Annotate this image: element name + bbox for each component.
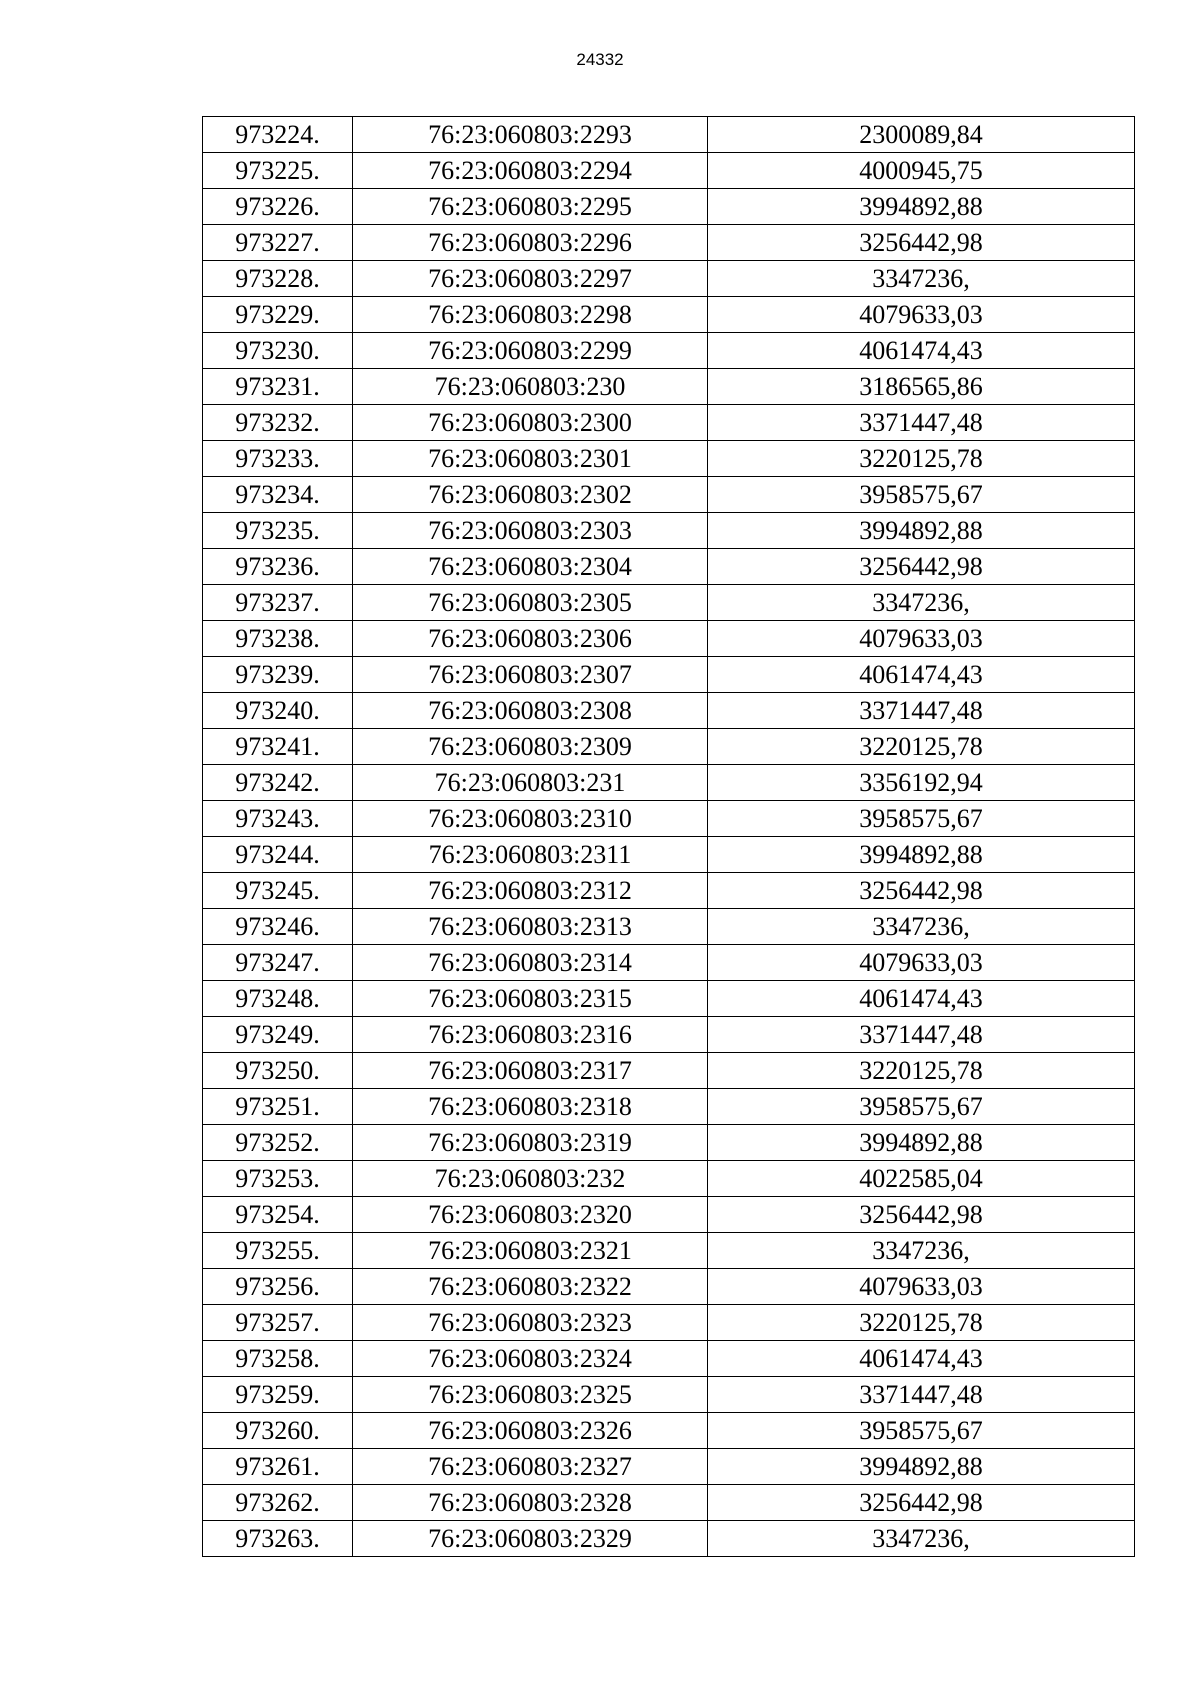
table-row: [203, 441, 1135, 477]
cadastral-number-cell: 76:23:060803:2294: [353, 153, 708, 189]
row-number-cell: 973249.: [203, 1017, 353, 1053]
row-number-cell: 973251.: [203, 1089, 353, 1125]
row-number-cell: 973237.: [203, 585, 353, 621]
table-body: [203, 117, 1135, 1557]
row-number-cell: 973232.: [203, 405, 353, 441]
cadastral-value-cell: 3958575,67: [708, 477, 1135, 513]
cadastral-value-cell: 4061474,43: [708, 333, 1135, 369]
row-number-cell: 973248.: [203, 981, 353, 1017]
cadastral-number-cell: 76:23:060803:2315: [353, 981, 708, 1017]
cadastral-number-cell: 76:23:060803:2319: [353, 1125, 708, 1161]
cadastral-value-cell: 3356192,94: [708, 765, 1135, 801]
table-row: [203, 405, 1135, 441]
cadastral-number-cell: 76:23:060803:2295: [353, 189, 708, 225]
row-number-cell: 973250.: [203, 1053, 353, 1089]
cadastral-number-cell: 76:23:060803:2306: [353, 621, 708, 657]
cadastral-value-cell: 3994892,88: [708, 837, 1135, 873]
cadastral-value-cell: 3958575,67: [708, 1089, 1135, 1125]
cadastral-number-cell: 76:23:060803:2297: [353, 261, 708, 297]
cadastral-value-cell: 3347236,: [708, 1233, 1135, 1269]
cadastral-value-cell: 4000945,75: [708, 153, 1135, 189]
cadastral-value-cell: 3994892,88: [708, 1125, 1135, 1161]
row-number-cell: 973229.: [203, 297, 353, 333]
cadastral-number-cell: 76:23:060803:2298: [353, 297, 708, 333]
cadastral-value-cell: 4079633,03: [708, 1269, 1135, 1305]
table-row: [203, 801, 1135, 837]
cadastral-number-cell: 76:23:060803:2300: [353, 405, 708, 441]
row-number-cell: 973246.: [203, 909, 353, 945]
cadastral-value-cell: 3958575,67: [708, 801, 1135, 837]
table-row: [203, 585, 1135, 621]
table-row: [203, 1521, 1135, 1557]
cadastral-value-cell: 3220125,78: [708, 1053, 1135, 1089]
cadastral-value-cell: 3256442,98: [708, 225, 1135, 261]
cadastral-number-cell: 76:23:060803:231: [353, 765, 708, 801]
cadastral-value-cell: 3256442,98: [708, 873, 1135, 909]
table-row: [203, 1161, 1135, 1197]
cadastral-value-cell: 3371447,48: [708, 405, 1135, 441]
cadastral-value-table: [202, 116, 1135, 1557]
table-row: [203, 981, 1135, 1017]
table-row: [203, 1485, 1135, 1521]
table-row: [203, 513, 1135, 549]
row-number-cell: 973235.: [203, 513, 353, 549]
table-row: [203, 117, 1135, 153]
row-number-cell: 973253.: [203, 1161, 353, 1197]
row-number-cell: 973259.: [203, 1377, 353, 1413]
cadastral-value-cell: 3994892,88: [708, 1449, 1135, 1485]
row-number-cell: 973256.: [203, 1269, 353, 1305]
table-row: [203, 1125, 1135, 1161]
cadastral-number-cell: 76:23:060803:2303: [353, 513, 708, 549]
row-number-cell: 973236.: [203, 549, 353, 585]
row-number-cell: 973241.: [203, 729, 353, 765]
cadastral-value-cell: 3256442,98: [708, 1485, 1135, 1521]
cadastral-number-cell: 76:23:060803:2326: [353, 1413, 708, 1449]
cadastral-number-cell: 76:23:060803:2301: [353, 441, 708, 477]
row-number-cell: 973260.: [203, 1413, 353, 1449]
cadastral-value-cell: 4061474,43: [708, 981, 1135, 1017]
table-row: [203, 1017, 1135, 1053]
cadastral-number-cell: 76:23:060803:2313: [353, 909, 708, 945]
cadastral-number-cell: 76:23:060803:2318: [353, 1089, 708, 1125]
cadastral-number-cell: 76:23:060803:2309: [353, 729, 708, 765]
cadastral-value-cell: 3347236,: [708, 585, 1135, 621]
cadastral-number-cell: 76:23:060803:2323: [353, 1305, 708, 1341]
cadastral-value-cell: 3186565,86: [708, 369, 1135, 405]
row-number-cell: 973240.: [203, 693, 353, 729]
cadastral-value-cell: 4079633,03: [708, 297, 1135, 333]
table-row: [203, 873, 1135, 909]
row-number-cell: 973238.: [203, 621, 353, 657]
table-row: [203, 729, 1135, 765]
row-number-cell: 973254.: [203, 1197, 353, 1233]
cadastral-value-cell: 3371447,48: [708, 693, 1135, 729]
cadastral-value-cell: 3347236,: [708, 261, 1135, 297]
row-number-cell: 973245.: [203, 873, 353, 909]
table-row: [203, 945, 1135, 981]
cadastral-value-cell: 3371447,48: [708, 1377, 1135, 1413]
cadastral-number-cell: 76:23:060803:2305: [353, 585, 708, 621]
row-number-cell: 973239.: [203, 657, 353, 693]
row-number-cell: 973252.: [203, 1125, 353, 1161]
cadastral-value-cell: 3994892,88: [708, 513, 1135, 549]
table-row: [203, 153, 1135, 189]
table-row: [203, 225, 1135, 261]
cadastral-value-cell: 3347236,: [708, 909, 1135, 945]
table-row: [203, 1305, 1135, 1341]
row-number-cell: 973224.: [203, 117, 353, 153]
cadastral-value-cell: 3256442,98: [708, 549, 1135, 585]
row-number-cell: 973244.: [203, 837, 353, 873]
row-number-cell: 973263.: [203, 1521, 353, 1557]
cadastral-number-cell: 76:23:060803:2293: [353, 117, 708, 153]
row-number-cell: 973262.: [203, 1485, 353, 1521]
cadastral-value-cell: 4061474,43: [708, 1341, 1135, 1377]
table-row: [203, 261, 1135, 297]
cadastral-value-cell: 3220125,78: [708, 729, 1135, 765]
cadastral-number-cell: 76:23:060803:2307: [353, 657, 708, 693]
row-number-cell: 973234.: [203, 477, 353, 513]
table-row: [203, 1377, 1135, 1413]
row-number-cell: 973231.: [203, 369, 353, 405]
cadastral-value-cell: 3371447,48: [708, 1017, 1135, 1053]
table-row: [203, 297, 1135, 333]
cadastral-number-cell: 76:23:060803:2312: [353, 873, 708, 909]
cadastral-number-cell: 76:23:060803:230: [353, 369, 708, 405]
cadastral-number-cell: 76:23:060803:2296: [353, 225, 708, 261]
cadastral-value-cell: 3994892,88: [708, 189, 1135, 225]
cadastral-value-cell: 2300089,84: [708, 117, 1135, 153]
table-row: [203, 765, 1135, 801]
cadastral-value-cell: 3958575,67: [708, 1413, 1135, 1449]
table-row: [203, 909, 1135, 945]
row-number-cell: 973230.: [203, 333, 353, 369]
cadastral-value-cell: 4079633,03: [708, 945, 1135, 981]
table-row: [203, 1269, 1135, 1305]
cadastral-number-cell: 76:23:060803:2324: [353, 1341, 708, 1377]
cadastral-number-cell: 76:23:060803:2316: [353, 1017, 708, 1053]
table-row: [203, 549, 1135, 585]
table-row: [203, 1341, 1135, 1377]
cadastral-value-cell: 4022585,04: [708, 1161, 1135, 1197]
row-number-cell: 973227.: [203, 225, 353, 261]
cadastral-number-cell: 76:23:060803:2325: [353, 1377, 708, 1413]
table-row: [203, 1197, 1135, 1233]
cadastral-number-cell: 76:23:060803:2299: [353, 333, 708, 369]
row-number-cell: 973257.: [203, 1305, 353, 1341]
table-row: [203, 693, 1135, 729]
cadastral-value-cell: 3347236,: [708, 1521, 1135, 1557]
table-row: [203, 189, 1135, 225]
row-number-cell: 973255.: [203, 1233, 353, 1269]
table-row: [203, 477, 1135, 513]
table-row: [203, 837, 1135, 873]
table-row: [203, 621, 1135, 657]
row-number-cell: 973258.: [203, 1341, 353, 1377]
cadastral-number-cell: 76:23:060803:2310: [353, 801, 708, 837]
cadastral-number-cell: 76:23:060803:2304: [353, 549, 708, 585]
row-number-cell: 973225.: [203, 153, 353, 189]
row-number-cell: 973243.: [203, 801, 353, 837]
table-row: [203, 333, 1135, 369]
cadastral-number-cell: 76:23:060803:2328: [353, 1485, 708, 1521]
cadastral-number-cell: 76:23:060803:2322: [353, 1269, 708, 1305]
table-row: [203, 369, 1135, 405]
cadastral-value-cell: 3220125,78: [708, 1305, 1135, 1341]
cadastral-value-cell: 3220125,78: [708, 441, 1135, 477]
row-number-cell: 973247.: [203, 945, 353, 981]
table-row: [203, 657, 1135, 693]
table-row: [203, 1413, 1135, 1449]
table-row: [203, 1449, 1135, 1485]
cadastral-number-cell: 76:23:060803:2308: [353, 693, 708, 729]
row-number-cell: 973242.: [203, 765, 353, 801]
cadastral-value-cell: 4079633,03: [708, 621, 1135, 657]
cadastral-number-cell: 76:23:060803:2317: [353, 1053, 708, 1089]
row-number-cell: 973228.: [203, 261, 353, 297]
cadastral-value-cell: 4061474,43: [708, 657, 1135, 693]
row-number-cell: 973233.: [203, 441, 353, 477]
cadastral-value-cell: 3256442,98: [708, 1197, 1135, 1233]
table-row: [203, 1053, 1135, 1089]
page-number: 24332: [576, 50, 624, 69]
table-row: [203, 1233, 1135, 1269]
cadastral-number-cell: 76:23:060803:2302: [353, 477, 708, 513]
cadastral-number-cell: 76:23:060803:2320: [353, 1197, 708, 1233]
cadastral-number-cell: 76:23:060803:2314: [353, 945, 708, 981]
cadastral-number-cell: 76:23:060803:232: [353, 1161, 708, 1197]
row-number-cell: 973261.: [203, 1449, 353, 1485]
cadastral-number-cell: 76:23:060803:2321: [353, 1233, 708, 1269]
cadastral-number-cell: 76:23:060803:2311: [353, 837, 708, 873]
table-row: [203, 1089, 1135, 1125]
cadastral-number-cell: 76:23:060803:2329: [353, 1521, 708, 1557]
row-number-cell: 973226.: [203, 189, 353, 225]
cadastral-number-cell: 76:23:060803:2327: [353, 1449, 708, 1485]
